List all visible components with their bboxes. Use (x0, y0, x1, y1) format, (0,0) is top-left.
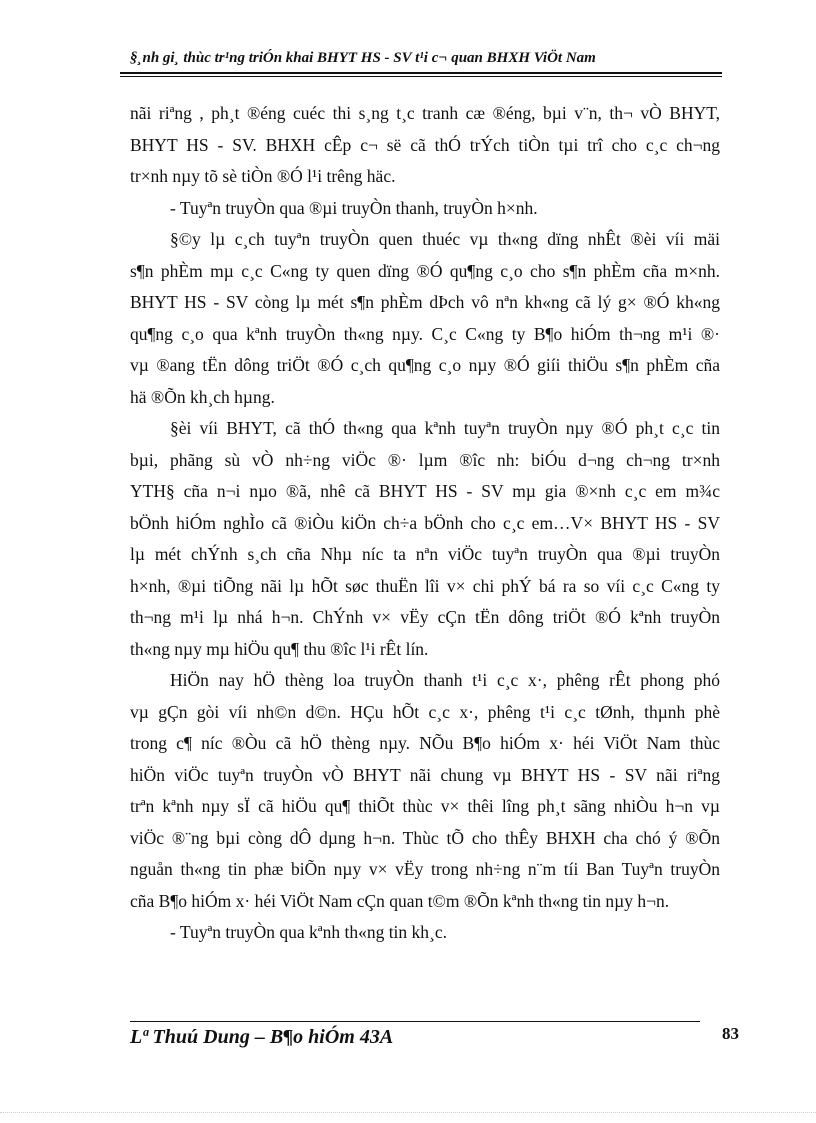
text-line: §©y lµ c¸ch tuyªn truyÒn quen thuéc vµ th«ng dïng nhÊt ®èi víi mäi (170, 229, 720, 249)
text-line: th¬ng m¹i lµ nhá h¬n. ChÝnh v× vËy cÇn tËn dông triÖt ®Ó kªnh truyÒn (130, 607, 720, 627)
page-header-title: §¸nh gi¸ thùc tr¹ng triÓn khai BHYT HS - SV t¹i c¬ quan BHXH ViÖt Nam (130, 50, 596, 66)
text-line: HiÖn nay hÖ thèng loa truyÒn thanh t¹i c¸c x·, phêng rÊt phong phó (170, 670, 720, 690)
bullet-line: - Tuyªn truyÒn qua kªnh th«ng tin kh¸c. (170, 922, 448, 942)
text-line: BHYT HS - SV còng lµ mét s¶n phÈm dÞch vô nªn kh«ng cã lý g× ®Ó kh«ng (130, 292, 720, 312)
text-line: h×nh, ®µi tiÕng nãi lµ hÕt søc thuËn lîi v× chi phÝ bá ra so víi c¸c C«ng ty (130, 575, 720, 596)
text-line: hiÖn viÖc tuyªn truyÒn vÒ BHYT nãi chung vµ BHYT HS - SV nãi riªng (130, 764, 720, 785)
text-line: viÖc ®¨ng bµi còng dÔ dµng h¬n. Thùc tÕ cho thÊy BHXH cha chó ý ®Õn (130, 827, 720, 848)
text-line: qu¶ng c¸o qua kªnh truyÒn th«ng nµy. C¸c C«ng ty B¶o hiÓm th¬ng m¹i ®· (130, 323, 720, 344)
text-line: cña B¶o hiÓm x· héi ViÖt Nam cÇn quan t©m ®Õn kªnh th«ng tin nµy h¬n. (130, 890, 670, 911)
body-text (130, 98, 720, 949)
header-rule-thin (120, 76, 722, 77)
text-line: s¶n phÈm mµ c¸c C«ng ty quen dïng ®Ó qu¶ng c¸o cho s¶n phÈm cña m×nh. (130, 260, 720, 281)
text-line: tr×nh nµy tõ sè tiÒn ®Ó l¹i trêng häc. (130, 166, 396, 186)
text-line: vµ ®ang tËn dông triÖt ®Ó c¸ch qu¶ng c¸o nµy ®Ó giíi thiÖu s¶n phÈm cña (130, 355, 720, 375)
text-line: vµ gÇn gòi víi nh©n d©n. HÇu hÕt c¸c x·, phêng t¹i c¸c tØnh, thµnh phè (130, 701, 720, 722)
text-line: nguån th«ng tin phæ biÕn nµy v× vËy trong nh÷ng n¨m tíi Ban Tuyªn truyÒn (130, 859, 720, 879)
text-line: hä ®Õn kh¸ch hµng. (130, 386, 275, 407)
text-line: nãi riªng , ph¸t ®éng cuéc thi s¸ng t¸c tranh cæ ®éng, bµi v¨n, th¬ vÒ BHYT, (130, 103, 720, 123)
text-line: YTH§ cña n¬i nµo ®ã, nhê cã BHYT HS - SV mµ gia ®×nh c¸c em m¾c (130, 481, 720, 501)
footer-rule (130, 1021, 700, 1022)
text-line: trong c¶ níc ®Òu cã hÖ thèng nµy. NÕu B¶o hiÓm x· héi ViÖt Nam thùc (130, 733, 720, 753)
text-line: lµ mét chÝnh s¸ch cña Nhµ níc ta nªn viÖc tuyªn truyÒn qua ®µi truyÒn (130, 544, 720, 564)
text-line: trªn kªnh nµy sÏ cã hiÖu qu¶ thiÕt thùc v× thêi lîng ph¸t sãng nhiÒu h¬n vµ (130, 796, 720, 816)
header-rule-thick (120, 72, 722, 74)
footer-author: Lª Thuú Dung – B¶o hiÓm 43A (130, 1026, 394, 1048)
text-line: §èi víi BHYT, cã thÓ th«ng qua kªnh tuyªn truyÒn nµy ®Ó ph¸t c¸c tin (170, 418, 720, 438)
text-line: BHYT HS - SV. BHXH cÊp c¬ së cã thÓ trÝch tiÒn tµi trî cho c¸c ch¬ng (130, 134, 720, 155)
bullet-line: - Tuyªn truyÒn qua ®µi truyÒn thanh, truyÒn h×nh. (170, 197, 538, 218)
text-line: bµi, phãng sù vÒ nh÷ng viÖc ®· lµm ®îc nh: biÓu d¬ng ch¬ng tr×nh (130, 449, 720, 470)
text-line: th«ng nµy mµ hiÖu qu¶ thu ®îc l¹i rÊt lín. (130, 638, 429, 659)
text-line: bÖnh hiÓm nghÌo cã ®iÒu kiÖn ch÷a bÖnh cho c¸c em…V× BHYT HS - SV (130, 512, 720, 533)
page-number: 83 (722, 1024, 739, 1043)
bottom-dotted-rule (0, 1112, 816, 1113)
